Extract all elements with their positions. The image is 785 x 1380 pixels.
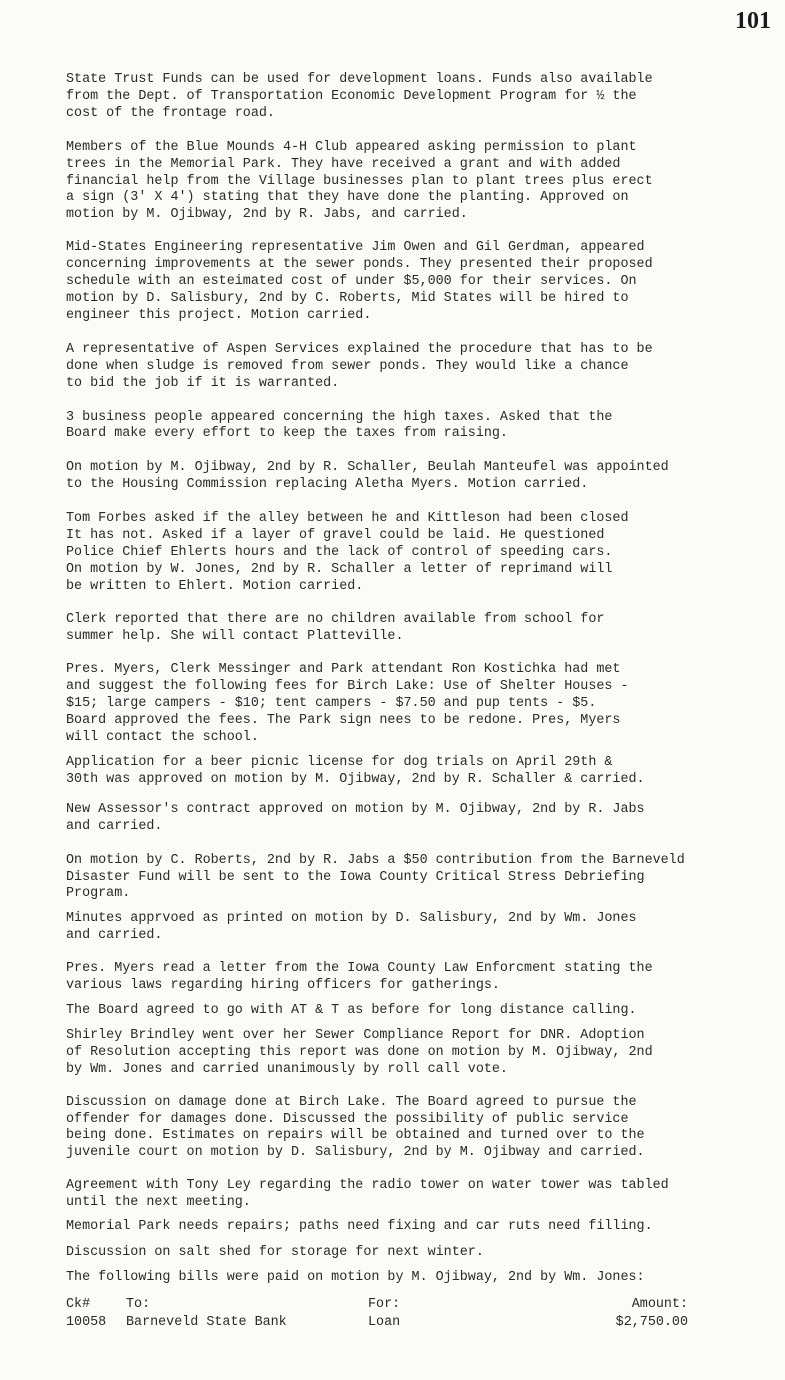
paragraph-housing-commission: On motion by M. Ojibway, 2nd by R. Schaller, Beulah Manteufel was appointed to the Housing Commission replacing Aletha Myers. Motion carried. — [66, 460, 669, 493]
paragraph-mid-states-engineering: Mid-States Engineering representative Jim Owen and Gil Gerdman, appeared concerning improvements at the sewer ponds. They presented their proposed schedule with an esteimated cost of under $5,000 for their services. On motion by D. Salisbury, 2nd by C. Roberts, Mid States will be hired to engineer this project. Motion carried. — [66, 240, 653, 323]
header-to: To: — [126, 1297, 151, 1312]
paragraph-birch-lake-damage: Discussion on damage done at Birch Lake. The Board agreed to pursue the offender for damages done. Discussed the possibility of public service being done. Estimates on repairs will be obtained and turned over to the juvenile court on motion by D. Salisbury, 2nd by M. Ojibway and carried. — [66, 1094, 645, 1161]
paragraph-birch-lake-fees: Pres. Myers, Clerk Messinger and Park attendant Ron Kostichka had met and suggest the following fees for Birch Lake: Use of Shelter Houses - $15; large campers - $10; tent campers - $7.50 and pup tents - $5. Board approved the fees. The Park sign nees to be redone. Pres, Myers will contact the school. — [66, 662, 629, 746]
paragraph-high-taxes: 3 business people appeared concerning the high taxes. Asked that the Board make every effort to keep the taxes from raising. — [66, 409, 613, 442]
bill-amount: $2,750.00 — [615, 1315, 688, 1330]
bill-check-number: 10058 — [66, 1315, 107, 1330]
paragraph-radio-tower: Agreement with Tony Ley regarding the radio tower on water tower was tabled until the next meeting. — [66, 1178, 669, 1211]
header-for: For: — [368, 1297, 401, 1312]
header-amount: Amount: — [631, 1297, 688, 1312]
minutes-body — [66, 72, 716, 1287]
paragraph-disaster-fund: On motion by C. Roberts, 2nd by R. Jabs a $50 contribution from the Barneveld Disaster Fund will be sent to the Iowa County Critical Stress Debriefing Program. — [66, 852, 685, 902]
paragraph-summer-help: Clerk reported that there are no children available from school for summer help. She will contact Platteville. — [66, 611, 605, 644]
paragraph-sewer-compliance: Shirley Brindley went over her Sewer Compliance Report for DNR. Adoption of Resolution accepting this report was done on motion by M. Ojibway, 2nd by Wm. Jones and carried unanimously by roll call vote. — [66, 1027, 653, 1077]
page-number: 101 — [735, 8, 771, 34]
bill-payee: Barneveld State Bank — [126, 1315, 287, 1330]
paragraph-law-enforcement-letter: Pres. Myers read a letter from the Iowa County Law Enforcment stating the various laws regarding hiring officers for gatherings. — [66, 961, 653, 994]
paragraph-salt-shed: Discussion on salt shed for storage for next winter. — [66, 1244, 484, 1260]
paragraph-minutes-approved: Minutes apprvoed as printed on motion by D. Salisbury, 2nd by Wm. Jones and carried. — [66, 911, 637, 944]
bill-purpose: Loan — [368, 1315, 401, 1330]
paragraph-state-trust-funds: State Trust Funds can be used for development loans. Funds also available from the Dept. of Transportation Economic Development Program for ½ the cost of the frontage road. — [66, 72, 653, 121]
header-check-number: Ck# — [66, 1297, 91, 1312]
paragraph-4h-club: Members of the Blue Mounds 4-H Club appeared asking permission to plant trees in the Memorial Park. They have received a grant and with added financial help from the Village businesses plan to plant trees plus erect a sign (3' X 4') stating that they have done the planting. Approved on motion by M. Ojibway, 2nd by R. Jabs, and carried. — [66, 139, 653, 223]
paragraph-memorial-park-repairs: Memorial Park needs repairs; paths need fixing and car ruts need filling. — [66, 1219, 653, 1235]
paragraph-bills-paid: The following bills were paid on motion by M. Ojibway, 2nd by Wm. Jones: — [66, 1269, 645, 1285]
paragraph-aspen-services: A representative of Aspen Services explained the procedure that has to be done when sludge is removed from sewer ponds. They would like a chance to bid the job if it is warranted. — [66, 341, 653, 391]
paragraph-assessor-contract: New Assessor's contract approved on motion by M. Ojibway, 2nd by R. Jabs and carried. — [66, 801, 645, 834]
paragraph-att: The Board agreed to go with AT & T as before for long distance calling. — [66, 1002, 637, 1018]
paragraph-beer-license: Application for a beer picnic license for dog trials on April 29th & 30th was approved on motion by M. Ojibway, 2nd by R. Schaller & carried. — [66, 755, 645, 787]
paragraph-tom-forbes: Tom Forbes asked if the alley between he and Kittleson had been closed It has not. Asked if a layer of gravel could be laid. He questioned Police Chief Ehlerts hours and the lack of control of speeding cars. On motion by W. Jones, 2nd by R. Schaller a letter of reprimand will be written to Ehlert. Motion carried. — [66, 511, 629, 594]
